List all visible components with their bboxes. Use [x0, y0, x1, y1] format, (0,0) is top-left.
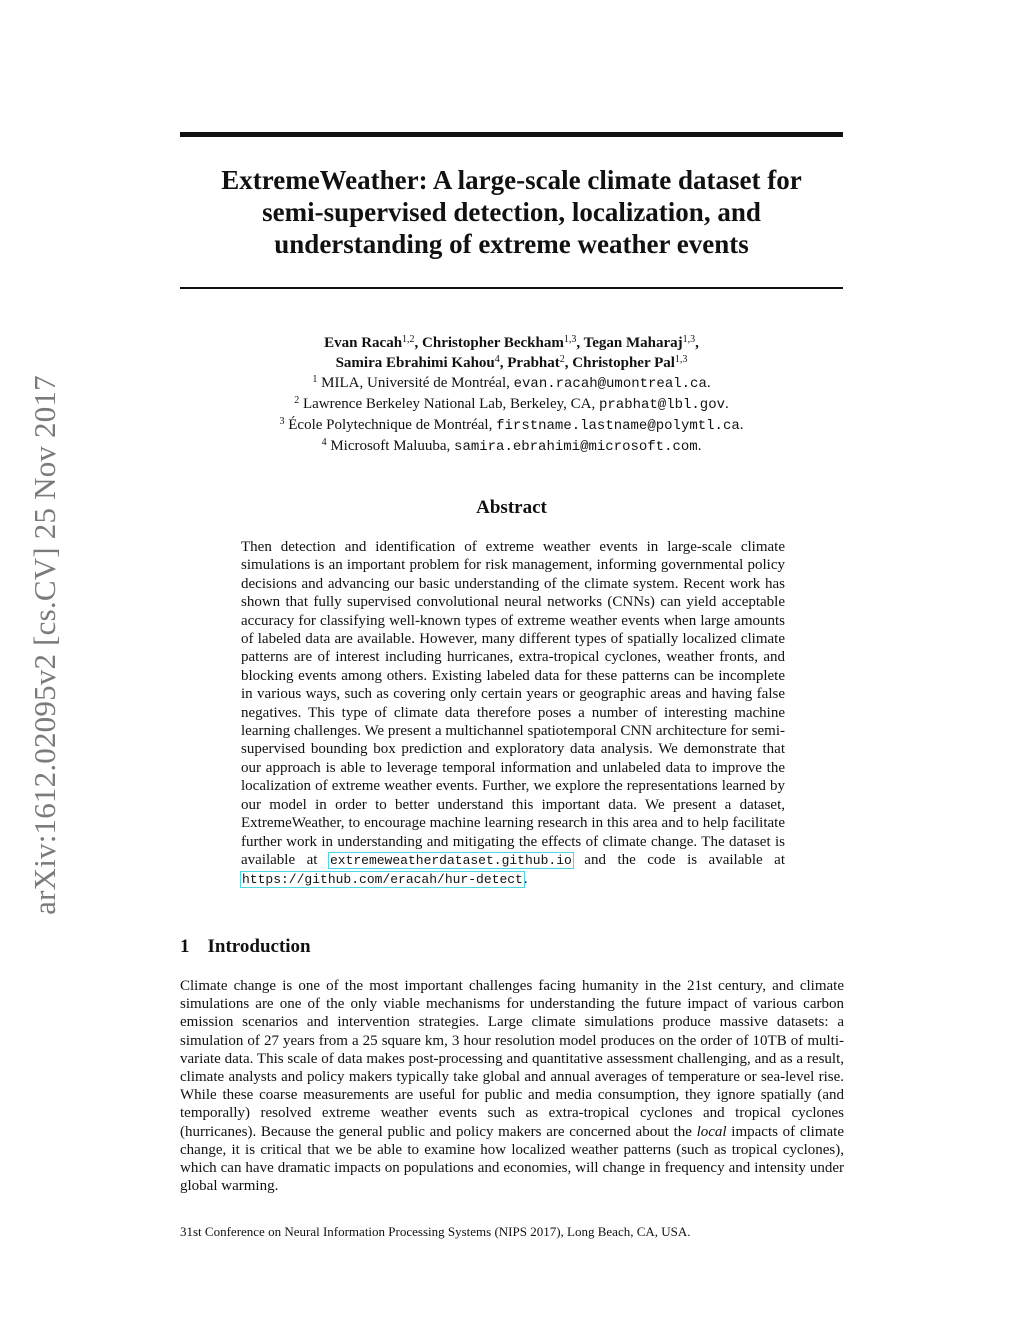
affiliation-number: 3: [279, 416, 285, 427]
code-link[interactable]: https://github.com/eracah/hur-detect: [242, 872, 523, 888]
title-line: semi-supervised detection, localization, and: [262, 197, 761, 227]
intro-text: Climate change is one of the most important challenges facing humanity in the 21st century, and climate simulations are one of the only viable mechanisms for understanding the future impact of various carbon emission scenarios and intervention strategies. Large climate simulations produce massive datasets: a simulation of 27 years from a 25 square km, 3 hour resolution model produces on the order of 10TB of multi-variate data. This scale of data makes post-processing and quantitative assessment challenging, and as a result, climate analysts and policy makers typically take global and annual averages of temperature or sea-level rise. While these coarse measurements are useful for public and media consumption, they ignore spatially (and temporally) resolved extreme weather events such as extra-tropical cyclones and tropical cyclones (hurricanes). Because the general public and policy makers are concerned about the: [180, 978, 844, 1140]
paper-title: [180, 164, 843, 260]
title-top-rule: [180, 132, 843, 137]
affiliation-text: Lawrence Berkeley National Lab, Berkeley, CA,: [302, 396, 599, 412]
title-line: ExtremeWeather: A large-scale climate dataset for: [221, 165, 802, 195]
author-name: Samira Ebrahimi Kahou: [335, 355, 495, 371]
title-line: understanding of extreme weather events: [274, 229, 749, 259]
dataset-link[interactable]: extremeweatherdataset.github.io: [329, 852, 572, 868]
intro-text-cont: impacts of climate change, it is critical that we be able to examine how localized weather patterns (such as tropical cyclones), which can have dramatic impacts on populations and economies, will change in frequency and intensity under global warming.: [180, 1123, 844, 1195]
author-affil-mark: 2: [559, 354, 565, 365]
affiliation: $^2$ Lawrence Berkeley National Lab, Berkeley, CA, prabhat@lbl.gov.: [294, 395, 729, 413]
abstract-heading: Abstract: [476, 497, 547, 518]
affiliation: $^4$ Microsoft Maluuba, samira.ebrahimi@microsoft.com.: [321, 437, 702, 455]
author-names-line-2: Samira Ebrahimi Kahou$^4$, Prabhat$^2$, Christopher Pal$^{1,3}$: [335, 354, 688, 371]
title-bottom-rule: [180, 287, 843, 289]
author-names-line-1: Evan Racah$^{1,2}$, Christopher Beckham$^{1,3}$, Tegan Maharaj$^{1,3}$,: [324, 334, 699, 351]
affiliation: $^1$ MILA, Université de Montréal, evan.racah@umontreal.ca.: [312, 374, 711, 392]
section-number: 1: [180, 936, 190, 957]
affiliation-number: 1: [312, 374, 318, 385]
abstract-text-mid: and the code is available at: [584, 851, 786, 868]
introduction-paragraph: [180, 977, 844, 1195]
author-name: Evan Racah: [324, 335, 403, 351]
author-name: Tegan Maharaj: [583, 335, 683, 351]
affiliation-text: MILA, Université de Montréal,: [321, 375, 514, 391]
affiliation-number: 2: [294, 395, 300, 406]
author-block: [180, 333, 843, 457]
arxiv-stamp-text: arXiv:1612.02095v2 [cs.CV] 25 Nov 2017: [27, 375, 62, 915]
author-name: Prabhat: [507, 355, 560, 371]
affiliation: $^3$ École Polytechnique de Montréal, firstname.lastname@polymtl.ca.: [279, 416, 744, 434]
affiliation-text: École Polytechnique de Montréal,: [288, 417, 497, 433]
section-title: Introduction: [207, 936, 311, 957]
abstract-body: [241, 538, 785, 890]
author-affil-mark: 4: [494, 354, 500, 365]
author-affil-mark: 1,3: [563, 334, 577, 345]
author-name: Christopher Beckham: [422, 335, 564, 351]
intro-emphasis: local: [696, 1123, 727, 1140]
affiliation-number: 4: [321, 437, 327, 448]
author-name: Christopher Pal: [572, 355, 675, 371]
abstract-end: .: [523, 871, 528, 888]
affiliation-email[interactable]: firstname.lastname@polymtl.ca: [496, 418, 740, 434]
abstract-text: Then detection and identification of extreme weather events in large-scale climate simulations is an important problem for risk management, informing governmental policy decisions and advancing our basic understanding of the climate system. Recent work has shown that fully supervised convolutional neural networks (CNNs) can yield acceptable accuracy for classifying well-known types of extreme weather events when large amounts of labeled data are available. However, many different types of spatially localized climate patterns are of interest including hurricanes, extra-tropical cyclones, weather fronts, and blocking events among others. Existing labeled data for these patterns can be incomplete in various ways, such as covering only certain years or geographic areas and having false negatives. This type of climate data therefore poses a number of interesting machine learning challenges. We present a multichannel spatiotemporal CNN architecture for semi-supervised bounding box prediction and exploratory data analysis. We demonstrate that our approach is able to leverage temporal information and unlabeled data to improve the localization of extreme weather events. Further, we explore the representations learned by our model in order to better understand this important data. We present a dataset, ExtremeWeather, to encourage machine learning research in this area and to help facilitate further work in understanding and mitigating the effects of climate change. The dataset is available at: [241, 539, 785, 868]
affiliation-text: Microsoft Maluuba,: [330, 438, 455, 454]
affiliation-email[interactable]: evan.racah@umontreal.ca: [513, 376, 707, 392]
affiliation-email[interactable]: samira.ebrahimi@microsoft.com: [454, 439, 698, 455]
author-affil-mark: 1,2: [402, 334, 415, 345]
conference-footnote: 31st Conference on Neural Information Processing Systems (NIPS 2017), Long Beach, CA, USA.: [180, 1224, 691, 1239]
author-affil-mark: 1,3: [682, 334, 696, 345]
section-heading: [180, 936, 311, 958]
affiliation-email[interactable]: prabhat@lbl.gov: [598, 397, 726, 413]
author-affil-mark: 1,3: [674, 354, 688, 365]
